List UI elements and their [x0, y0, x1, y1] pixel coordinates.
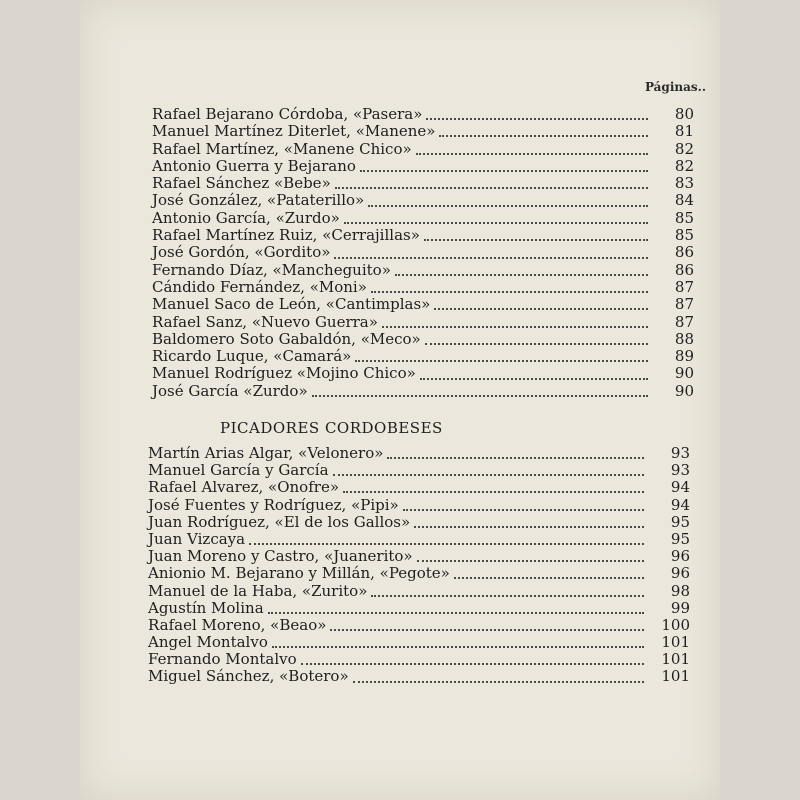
- leader-dots: [420, 377, 648, 380]
- toc-row: [152, 383, 700, 400]
- toc-list-matadores: [152, 106, 700, 400]
- toc-row: [148, 531, 696, 548]
- toc-entry-name: José Gordón, «Gordito»: [152, 243, 331, 262]
- toc-entry-name: José González, «Pataterillo»: [152, 191, 365, 210]
- toc-entry-name: Rafael Martínez, «Manene Chico»: [152, 139, 412, 158]
- leader-dots: [434, 307, 648, 310]
- toc-row: [148, 634, 696, 651]
- leader-dots: [335, 186, 648, 189]
- toc-row: [152, 365, 700, 382]
- toc-row: [152, 244, 700, 261]
- leader-dots: [368, 204, 648, 207]
- toc-page-number: 83: [674, 174, 694, 193]
- paginas-header: Páginas..: [644, 80, 706, 94]
- leader-dots: [330, 628, 644, 631]
- toc-page-number: 87: [674, 295, 694, 314]
- toc-entry-name: Baldomero Soto Gabaldón, «Meco»: [152, 329, 421, 348]
- toc-row: [148, 497, 696, 514]
- toc-entry-name: Juan Rodríguez, «El de los Gallos»: [148, 512, 411, 531]
- leader-dots: [414, 525, 644, 528]
- toc-page-number: 98: [670, 581, 690, 600]
- toc-entry-name: Rafael Alvarez, «Onofre»: [148, 478, 339, 497]
- toc-row: [148, 479, 696, 496]
- toc-row: [152, 279, 700, 296]
- toc-entry-name: José García «Zurdo»: [152, 381, 308, 400]
- toc-entry-name: Angel Montalvo: [148, 633, 268, 652]
- toc-row: [148, 617, 696, 634]
- toc-entry-name: Manuel García y García: [148, 461, 329, 480]
- leader-dots: [312, 394, 648, 397]
- toc-entry-name: Antonio García, «Zurdo»: [152, 208, 340, 227]
- toc-entry-name: Rafael Martínez Ruiz, «Cerrajillas»: [152, 226, 420, 245]
- toc-page-number: 101: [661, 650, 690, 669]
- toc-page-number: 94: [670, 495, 690, 514]
- toc-page-number: 82: [674, 156, 694, 175]
- toc-row: [148, 445, 696, 462]
- toc-entry-name: Manuel Martínez Diterlet, «Manene»: [152, 122, 436, 141]
- leader-dots: [371, 290, 648, 293]
- toc-page-number: 86: [674, 260, 694, 279]
- toc-row: [152, 141, 700, 158]
- leader-dots: [268, 611, 644, 614]
- toc-page-number: 101: [661, 633, 690, 652]
- toc-row: [152, 123, 700, 140]
- toc-page-number: 87: [674, 277, 694, 296]
- toc-entry-name: Cándido Fernández, «Moni»: [152, 277, 367, 296]
- toc-row: [152, 262, 700, 279]
- toc-page-number: 94: [670, 478, 690, 497]
- toc-row: [152, 210, 700, 227]
- leader-dots: [355, 359, 648, 362]
- toc-entry-name: Miguel Sánchez, «Botero»: [148, 667, 349, 686]
- toc-entry-name: Agustín Molina: [148, 598, 264, 617]
- leader-dots: [439, 134, 648, 137]
- book-page: [80, 0, 720, 800]
- toc-entry-name: Rafael Sanz, «Nuevo Guerra»: [152, 312, 378, 331]
- leader-dots: [426, 117, 648, 120]
- toc-row: [148, 668, 696, 685]
- leader-dots: [371, 594, 644, 597]
- toc-entry-name: Juan Vizcaya: [148, 529, 246, 548]
- leader-dots: [387, 456, 644, 459]
- toc-page-number: 95: [670, 512, 690, 531]
- toc-entry-name: Antonio Guerra y Bejarano: [152, 156, 356, 175]
- toc-entry-name: Rafael Moreno, «Beao»: [148, 615, 327, 634]
- toc-page-number: 85: [674, 208, 694, 227]
- toc-entry-name: Fernando Díaz, «Mancheguito»: [152, 260, 391, 279]
- leader-dots: [343, 490, 644, 493]
- leader-dots: [454, 576, 644, 579]
- toc-entry-name: Ricardo Luque, «Camará»: [152, 347, 352, 366]
- toc-row: [152, 314, 700, 331]
- leader-dots: [382, 325, 648, 328]
- toc-page-number: 96: [670, 547, 690, 566]
- leader-dots: [417, 559, 644, 562]
- toc-entry-name: Manuel de la Haba, «Zurito»: [148, 581, 368, 600]
- toc-row: [148, 583, 696, 600]
- toc-page-number: 87: [674, 312, 694, 331]
- toc-page-number: 90: [674, 364, 694, 383]
- leader-dots: [353, 680, 644, 683]
- leader-dots: [272, 645, 644, 648]
- leader-dots: [334, 256, 648, 259]
- leader-dots: [395, 273, 648, 276]
- leader-dots: [403, 508, 644, 511]
- toc-row: [152, 331, 700, 348]
- leader-dots: [301, 662, 644, 665]
- toc-page-number: 93: [670, 444, 690, 462]
- toc-entry-name: Rafael Sánchez «Bebe»: [152, 174, 331, 193]
- toc-row: [152, 106, 700, 123]
- toc-entry-name: Anionio M. Bejarano y Millán, «Pegote»: [148, 564, 450, 583]
- toc-row: [152, 192, 700, 209]
- toc-row: [152, 158, 700, 175]
- leader-dots: [344, 221, 648, 224]
- toc-page-number: 96: [670, 564, 690, 583]
- toc-page-number: 82: [674, 139, 694, 158]
- toc-page-number: 99: [670, 598, 690, 617]
- toc-page-number: 88: [674, 329, 694, 348]
- toc-page-number: 101: [661, 667, 690, 686]
- toc-row: [152, 227, 700, 244]
- toc-entry-name: Martín Arias Algar, «Velonero»: [148, 444, 384, 462]
- toc-page-number: 80: [674, 105, 694, 123]
- toc-row: [148, 514, 696, 531]
- toc-page-number: 100: [661, 615, 690, 634]
- toc-page-number: 81: [674, 122, 694, 141]
- toc-row: [148, 600, 696, 617]
- toc-entry-name: Manuel Rodríguez «Mojino Chico»: [152, 364, 416, 383]
- toc-row: [148, 548, 696, 565]
- leader-dots: [249, 542, 644, 545]
- section-title-picadores: PICADORES CORDOBESES: [220, 419, 443, 437]
- toc-row: [152, 348, 700, 365]
- leader-dots: [333, 473, 644, 476]
- toc-row: [148, 651, 696, 668]
- toc-entry-name: Fernando Montalvo: [148, 650, 297, 669]
- toc-page-number: 89: [674, 347, 694, 366]
- toc-row: [148, 565, 696, 582]
- toc-page-number: 86: [674, 243, 694, 262]
- toc-entry-name: Manuel Saco de León, «Cantimplas»: [152, 295, 431, 314]
- toc-page-number: 84: [674, 191, 694, 210]
- leader-dots: [424, 238, 648, 241]
- toc-entry-name: José Fuentes y Rodríguez, «Pipi»: [148, 495, 399, 514]
- toc-entry-name: Rafael Bejarano Córdoba, «Pasera»: [152, 105, 423, 123]
- leader-dots: [425, 342, 648, 345]
- toc-row: [148, 462, 696, 479]
- toc-page-number: 95: [670, 529, 690, 548]
- toc-page-number: 93: [670, 461, 690, 480]
- toc-entry-name: Juan Moreno y Castro, «Juanerito»: [148, 547, 413, 566]
- toc-list-picadores: [148, 445, 696, 686]
- leader-dots: [416, 152, 648, 155]
- toc-page-number: 85: [674, 226, 694, 245]
- toc-row: [152, 175, 700, 192]
- toc-page-number: 90: [674, 381, 694, 400]
- toc-row: [152, 296, 700, 313]
- leader-dots: [360, 169, 648, 172]
